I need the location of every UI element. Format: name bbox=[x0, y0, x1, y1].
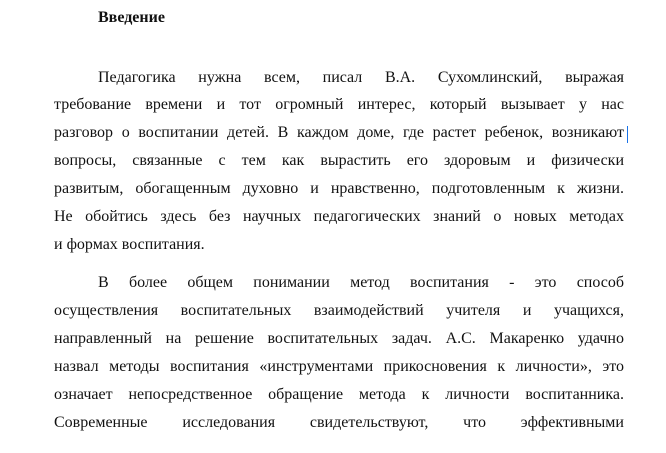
paragraph-line: вопросы, связанные с тем как вырастить его здоровым и физически bbox=[54, 152, 624, 169]
paragraph-line: осуществления воспитательных взаимодействий учителя и учащихся, bbox=[54, 302, 624, 319]
paragraph-line: разговор о воспитании детей. В каждом доме, где растет ребенок, возникают bbox=[54, 124, 624, 141]
paragraph-line: направленный на решение воспитательных задач. А.С. Макаренко удачно bbox=[54, 330, 624, 347]
paragraph-line: Современные исследования свидетельствуют, что эффективными bbox=[54, 414, 624, 431]
paragraph-line: развитым, обогащенным духовно и нравственно, подготовленным к жизни. bbox=[54, 180, 624, 197]
document-heading: Введение bbox=[98, 9, 165, 26]
paragraph-line: Не обойтись здесь без научных педагогических знаний о новых методах bbox=[54, 208, 624, 225]
paragraph-line: означает непосредственное обращение метода к личности воспитанника. bbox=[54, 386, 624, 403]
paragraph-line: требование времени и тот огромный интерес, который вызывает у нас bbox=[54, 96, 624, 113]
paragraph-line: В более общем понимании метод воспитания - это способ bbox=[98, 274, 624, 291]
paragraph-line: назвал методы воспитания «инструментами прикосновения к личности», это bbox=[54, 358, 624, 375]
paragraph-line: Педагогика нужна всем, писал В.А. Сухомлинский, выражая bbox=[98, 69, 624, 86]
text-cursor bbox=[627, 126, 628, 143]
paragraph-line: и формах воспитания. bbox=[54, 236, 205, 253]
